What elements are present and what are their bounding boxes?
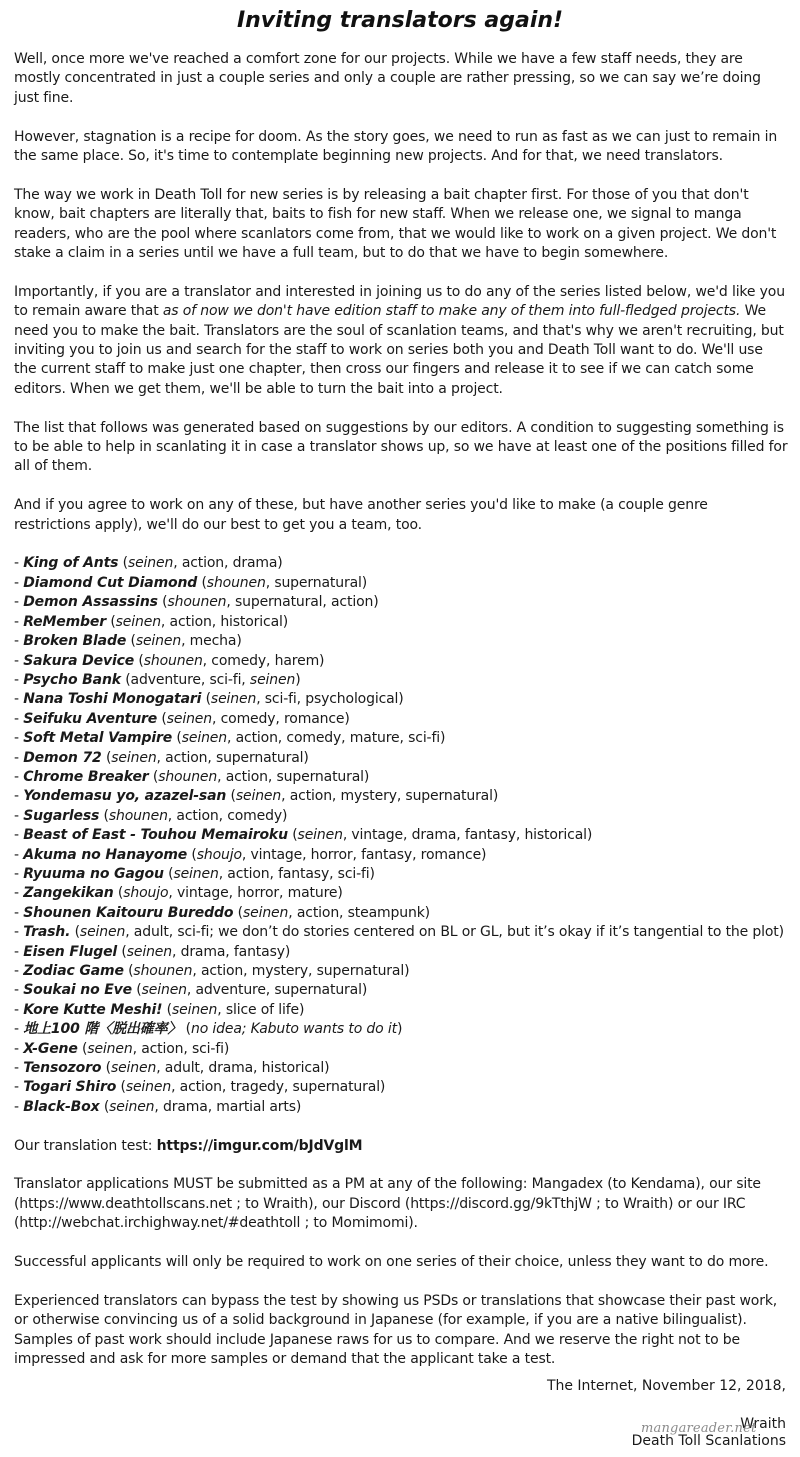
series-genres-emphasis: seinen — [127, 555, 174, 572]
series-genres-emphasis: shounen — [206, 574, 266, 591]
series-item: - Yondemasu yo, azazel-san (seinen, action, mystery, supernatural) — [14, 788, 499, 805]
series-item: - Zodiac Game (shounen, action, mystery, supernatural) — [14, 963, 410, 979]
series-genres-post: , action, fantasy, sci-fi) — [218, 865, 375, 882]
series-genres — [181, 1021, 402, 1037]
series-genres-emphasis: seinen — [115, 613, 161, 630]
series-genres-pre: ( — [226, 788, 236, 805]
paragraph-list-origin: The list that follows was generated based on suggestions by our editors. A condition to suggesting something is to be able to help in scanlating it in case a translator shows up, so we have at least one of the positions filled for all of them. — [14, 419, 788, 475]
series-name: Demon 72 — [23, 749, 102, 766]
series-genres-post: , action, supernatural) — [217, 768, 370, 785]
series-genres — [121, 672, 301, 688]
series-genres-pre: ( — [77, 1040, 88, 1057]
series-name: Beast of East - Touhou Memairoku — [23, 827, 288, 844]
series-name: Kore Kutte Meshi! — [23, 1001, 163, 1018]
paragraph-importantly-emphasis: as of now we don't have edition staff to make any of them into full-fledged projects. — [162, 303, 741, 320]
series-item: - Zangekikan (shoujo, vintage, horror, mature) — [14, 885, 343, 902]
signature-group: Death Toll Scanlations — [631, 1433, 786, 1449]
series-genres-emphasis: shounen — [167, 594, 227, 611]
series-genres-post: , vintage, horror, fantasy, romance) — [241, 846, 487, 863]
series-name: Black-Box — [23, 1098, 100, 1115]
series-item: - Ryuuma no Gagou (seinen, action, fantasy, sci-fi) — [14, 865, 375, 882]
series-genres-emphasis: seinen — [87, 1040, 133, 1057]
series-name: Zodiac Game — [23, 963, 124, 979]
series-name: Chrome Breaker — [23, 768, 149, 785]
series-name: King of Ants — [23, 555, 119, 572]
series-list — [14, 554, 788, 1117]
series-name: Seifuku Aventure — [23, 710, 158, 727]
series-item: - ReMember (seinen, action, historical) — [14, 613, 289, 630]
series-genres-post: , action, steampunk) — [288, 904, 430, 921]
series-genres — [101, 1060, 329, 1076]
series-genres-emphasis: shoujo — [123, 885, 169, 902]
series-name: Togari Shiro — [23, 1079, 117, 1096]
series-genres — [100, 1099, 302, 1115]
series-genres-pre: ( — [163, 865, 174, 882]
series-name: Ryuuma no Gagou — [23, 865, 164, 882]
document-body — [14, 50, 788, 1389]
series-genres-pre: ( — [157, 594, 168, 611]
series-genres-pre: ( — [187, 846, 197, 863]
series-genres-emphasis: seinen — [181, 730, 227, 747]
series-name: Yondemasu yo, azazel-san — [23, 788, 227, 805]
series-genres — [126, 633, 241, 649]
series-genres — [118, 555, 282, 571]
series-item: - Beast of East - Touhou Memairoku (seinen, vintage, drama, fantasy, historical) — [14, 827, 593, 844]
series-genres-post: , action, comedy, mature, sci-fi) — [227, 730, 446, 747]
series-genres-emphasis: seinen — [79, 924, 126, 941]
series-genres-emphasis: seinen — [171, 1001, 218, 1018]
series-genres-pre: ( — [287, 827, 298, 844]
series-genres — [197, 575, 367, 591]
paragraph-stagnation: However, stagnation is a recipe for doom. As the story goes, we need to run as fast as we can just to remain in the same place. So, it's time to contemplate beginning new projects. And for that, we need translators. — [14, 128, 778, 165]
series-genres-post: , supernatural, action) — [226, 594, 379, 611]
series-genres-pre: ( — [99, 807, 109, 824]
series-name: Tensozoro — [23, 1060, 102, 1077]
series-genres-pre: ( — [101, 1060, 111, 1077]
series-name: Eisen Flugel — [23, 943, 118, 960]
series-item: - Tensozoro (seinen, adult, drama, historical) — [14, 1060, 330, 1077]
series-genres-post: , vintage, drama, fantasy, historical) — [342, 827, 593, 844]
series-genres-pre: ( — [148, 768, 159, 785]
series-genres-pre: ( — [162, 1001, 172, 1018]
series-item: - Nana Toshi Monogatari (seinen, sci-fi, psychological) — [14, 691, 404, 708]
series-genres — [117, 944, 290, 960]
series-genres-pre: ( — [101, 749, 112, 766]
series-item: - Trash. (seinen, adult, sci-fi; we don’t do stories centered on BL or GL, but it’s okay if it’s tangential to the plot) — [14, 924, 784, 941]
series-genres — [116, 1079, 385, 1095]
series-genres-pre: ( — [99, 1098, 110, 1115]
signature-name: Wraith — [740, 1416, 786, 1432]
series-item: - Demon Assassins (shounen, supernatural, action) — [14, 594, 379, 611]
series-genres-post: , comedy, harem) — [202, 652, 325, 669]
series-genres-post: , comedy, romance) — [212, 710, 350, 727]
series-genres-post: , action, sci-fi) — [132, 1040, 230, 1057]
series-genres-emphasis: seinen — [242, 904, 289, 921]
series-genres-emphasis: seinen — [210, 691, 257, 708]
series-genres-post: , sci-fi, psychological) — [256, 691, 404, 708]
series-item: - Broken Blade (seinen, mecha) — [14, 633, 242, 650]
series-genres — [114, 885, 343, 901]
series-item: - Chrome Breaker (shounen, action, supernatural) — [14, 768, 370, 785]
series-genres-pre: ( — [233, 904, 243, 921]
series-genres-post: ) — [295, 671, 301, 688]
series-genres-emphasis: shoujo — [196, 846, 242, 863]
watermark: mangareader.net — [641, 1421, 757, 1436]
series-genres-emphasis: shounen — [133, 963, 193, 979]
page-title: Inviting translators again! — [236, 8, 564, 33]
series-genres — [124, 963, 410, 979]
series-genres-pre: ( — [157, 710, 167, 727]
series-genres-post: , action, comedy) — [167, 807, 288, 824]
series-genres-emphasis: seinen — [297, 827, 343, 844]
series-name: X-Gene — [23, 1040, 78, 1057]
series-genres-post: ) — [396, 1021, 403, 1038]
paragraph-importantly-c: We need you to make the bait. Translators are the soul of scanlation teams, and that's why we aren't recruiting, but inviting you to join us and search for the staff to work on series both you and Death Toll want to do. We'll use the current staff to make just one chapter, then cross our fingers and release it to see if we can catch some editors. When we get them, we'll be able to turn the bait into a project. — [14, 303, 784, 397]
series-genres — [187, 847, 486, 863]
series-genres-emphasis: no idea; Kabuto wants to do it — [190, 1021, 397, 1038]
series-genres — [102, 750, 309, 766]
series-genres — [158, 594, 379, 610]
series-item: - Eisen Flugel (seinen, drama, fantasy) — [14, 943, 291, 960]
series-item: - Diamond Cut Diamond (shounen, supernatural) — [14, 574, 368, 591]
series-item: - 地上100 階〈脱出確率〉 (no idea; Kabuto wants to do it) — [14, 1021, 403, 1038]
series-genres — [226, 788, 498, 804]
series-genres-pre: (adventure, sci-fi, — [120, 671, 250, 688]
series-genres-emphasis: seinen — [235, 788, 282, 805]
series-item: - Shounen Kaitouru Bureddo (seinen, action, steampunk) — [14, 904, 430, 921]
paragraph-importantly — [14, 283, 788, 399]
series-genres-post: , supernatural) — [265, 574, 368, 591]
series-genres-pre: ( — [172, 730, 182, 747]
series-item: - King of Ants (seinen, action, drama) — [14, 555, 283, 572]
series-name: Diamond Cut Diamond — [23, 574, 198, 591]
series-genres-emphasis: seinen — [109, 1098, 155, 1115]
series-genres — [288, 827, 592, 843]
series-name: Shounen Kaitouru Bureddo — [23, 904, 234, 921]
series-name: Soukai no Eve — [23, 982, 132, 999]
series-genres-post: , action, historical) — [160, 613, 289, 630]
series-item: - Black-Box (seinen, drama, martial arts) — [14, 1098, 302, 1115]
series-genres — [164, 866, 375, 882]
series-genres-emphasis: shounen — [143, 652, 203, 669]
series-genres-pre: ( — [132, 982, 142, 999]
series-genres-pre: ( — [197, 574, 207, 591]
series-item: - Sakura Device (shounen, comedy, harem) — [14, 652, 325, 669]
series-genres — [162, 1002, 304, 1018]
series-genres — [132, 982, 367, 998]
series-genres-pre: ( — [123, 963, 134, 979]
series-genres — [78, 1041, 229, 1057]
series-genres-emphasis: seinen — [111, 749, 157, 766]
series-genres-pre: ( — [134, 652, 144, 669]
series-genres-emphasis: seinen — [126, 943, 172, 960]
series-genres-emphasis: seinen — [141, 982, 187, 999]
series-genres — [149, 769, 370, 785]
signature-date: The Internet, November 12, 2018, — [546, 1378, 786, 1394]
series-genres-post: , slice of life) — [217, 1001, 305, 1018]
series-item: - Akuma no Hanayome (shoujo, vintage, horror, fantasy, romance) — [14, 846, 487, 863]
series-name: Psycho Bank — [23, 671, 121, 688]
paragraph-intro: Well, once more we've reached a comfort zone for our projects. While we have a few staff needs, they are mostly concentrated in just a couple series and only a couple are rather pressing, so we can say we’re doing just fine. — [14, 51, 761, 106]
series-genres-pre: ( — [106, 613, 116, 630]
series-genres-pre: ( — [113, 885, 124, 902]
series-name: Broken Blade — [23, 633, 127, 650]
series-genres-post: , adult, drama, historical) — [156, 1060, 330, 1077]
series-item: - X-Gene (seinen, action, sci-fi) — [14, 1040, 230, 1057]
paragraph-other-series: And if you agree to work on any of these, but have another series you'd like to make (a couple genre restrictions apply), we'll do our best to get you a team, too. — [14, 497, 708, 533]
series-item: - Sugarless (shounen, action, comedy) — [14, 807, 288, 824]
series-genres-pre: ( — [70, 924, 80, 941]
series-name: Demon Assassins — [23, 594, 158, 611]
translation-test-label: Our translation test: — [14, 1137, 157, 1154]
paragraph-applications: Translator applications MUST be submitted as a PM at any of the following: Mangadex (to Kendama), our site (https://www.deathtollscans.net ; to Wraith), our Discord (https://discord.gg/9kTthjW ; to Wraith) or our IRC (http://webchat.irchighway.net/#deathtoll ; to Momimomi). — [14, 1176, 761, 1232]
series-genres-pre: ( — [117, 943, 127, 960]
series-genres-post: , adventure, supernatural) — [186, 982, 368, 999]
series-genres-emphasis: seinen — [166, 710, 212, 727]
series-genres — [106, 614, 288, 630]
series-genres — [233, 905, 430, 921]
series-genres-post: , adult, sci-fi; we don’t do stories centered on BL or GL, but it’s okay if it’s tangential to the plot) — [125, 924, 784, 941]
series-name: Akuma no Hanayome — [23, 846, 188, 863]
paragraph-importantly-a: Importantly, if you are a translator and interested in joining us to do any of the series listed below, we'd like you to remain aware that — [14, 283, 785, 320]
series-genres-emphasis: seinen — [110, 1060, 157, 1077]
series-name: ReMember — [23, 613, 107, 630]
series-genres-emphasis: seinen — [249, 671, 296, 688]
series-genres-post: , vintage, horror, mature) — [168, 885, 343, 902]
series-genres-emphasis: seinen — [125, 1079, 172, 1096]
series-item: - Soukai no Eve (seinen, adventure, supernatural) — [14, 982, 368, 999]
series-name: Sugarless — [23, 807, 100, 824]
paragraph-experienced-translators: Experienced translators can bypass the test by showing us PSDs or translations that showcase their past work, or otherwise convincing us of a solid background in Japanese (for example, if you are a native bilingualist). Samples of past work should include Japanese raws for us to compare. And we reserve the right not to be impressed and ask for more samples or demand that the applicant take a test. — [14, 1292, 778, 1368]
series-genres-pre: ( — [126, 633, 136, 650]
series-name: Trash. — [23, 924, 71, 941]
series-item: - Psycho Bank (adventure, sci-fi, seinen) — [14, 671, 301, 688]
series-name: Soft Metal Vampire — [23, 730, 173, 747]
series-genres-pre: ( — [118, 555, 128, 572]
series-genres-emphasis: shounen — [108, 807, 168, 824]
series-genres-emphasis: seinen — [135, 633, 182, 650]
series-genres — [201, 691, 403, 707]
series-item: - Seifuku Aventure (seinen, comedy, romance) — [14, 710, 350, 727]
series-genres — [157, 711, 350, 727]
series-genres — [99, 808, 287, 824]
series-item: - Soft Metal Vampire (seinen, action, comedy, mature, sci-fi) — [14, 730, 446, 747]
series-item: - Togari Shiro (seinen, action, tragedy, supernatural) — [14, 1079, 386, 1096]
series-item: - Kore Kutte Meshi! (seinen, slice of life) — [14, 1001, 305, 1018]
translation-test-line — [14, 1137, 788, 1156]
series-genres — [134, 653, 324, 669]
series-genres-emphasis: shounen — [158, 768, 218, 785]
series-genres-pre: ( — [201, 691, 211, 708]
series-genres-post: , action, supernatural) — [156, 749, 309, 766]
series-genres-pre: ( — [116, 1079, 126, 1096]
series-genres-post: , action, mystery, supernatural) — [192, 963, 410, 979]
series-genres-post: , action, mystery, supernatural) — [281, 788, 499, 805]
series-item: - Demon 72 (seinen, action, supernatural) — [14, 749, 309, 766]
series-genres — [172, 730, 445, 746]
series-name: Nana Toshi Monogatari — [23, 691, 202, 708]
series-genres-post: , action, tragedy, supernatural) — [171, 1079, 386, 1096]
series-genres-post: , drama, martial arts) — [154, 1098, 302, 1115]
series-genres-post: , mecha) — [181, 633, 242, 650]
paragraph-successful-applicants: Successful applicants will only be required to work on one series of their choice, unless they want to do more. — [14, 1254, 769, 1271]
translation-test-link[interactable]: https://imgur.com/bJdVglM — [156, 1137, 363, 1154]
series-genres-post: , drama, fantasy) — [171, 943, 291, 960]
paragraph-bait-chapters: The way we work in Death Toll for new series is by releasing a bait chapter first. For those of you that don't know, bait chapters are literally that, baits to fish for new staff. When we release one, we signal to manga readers, who are the pool where scanlators come from, that we would like to work on a given project. We don't stake a claim in a series until we have a full team, but to do that we have to begin somewhere. — [14, 186, 777, 262]
series-genres-emphasis: seinen — [173, 865, 219, 882]
series-name: Sakura Device — [23, 652, 135, 669]
series-genres-pre: ( — [181, 1021, 191, 1038]
series-name: Zangekikan — [23, 885, 114, 902]
series-name: 地上100 階〈脱出確率〉 — [23, 1021, 182, 1038]
series-genres — [70, 924, 784, 940]
series-genres-post: , action, drama) — [173, 555, 283, 572]
